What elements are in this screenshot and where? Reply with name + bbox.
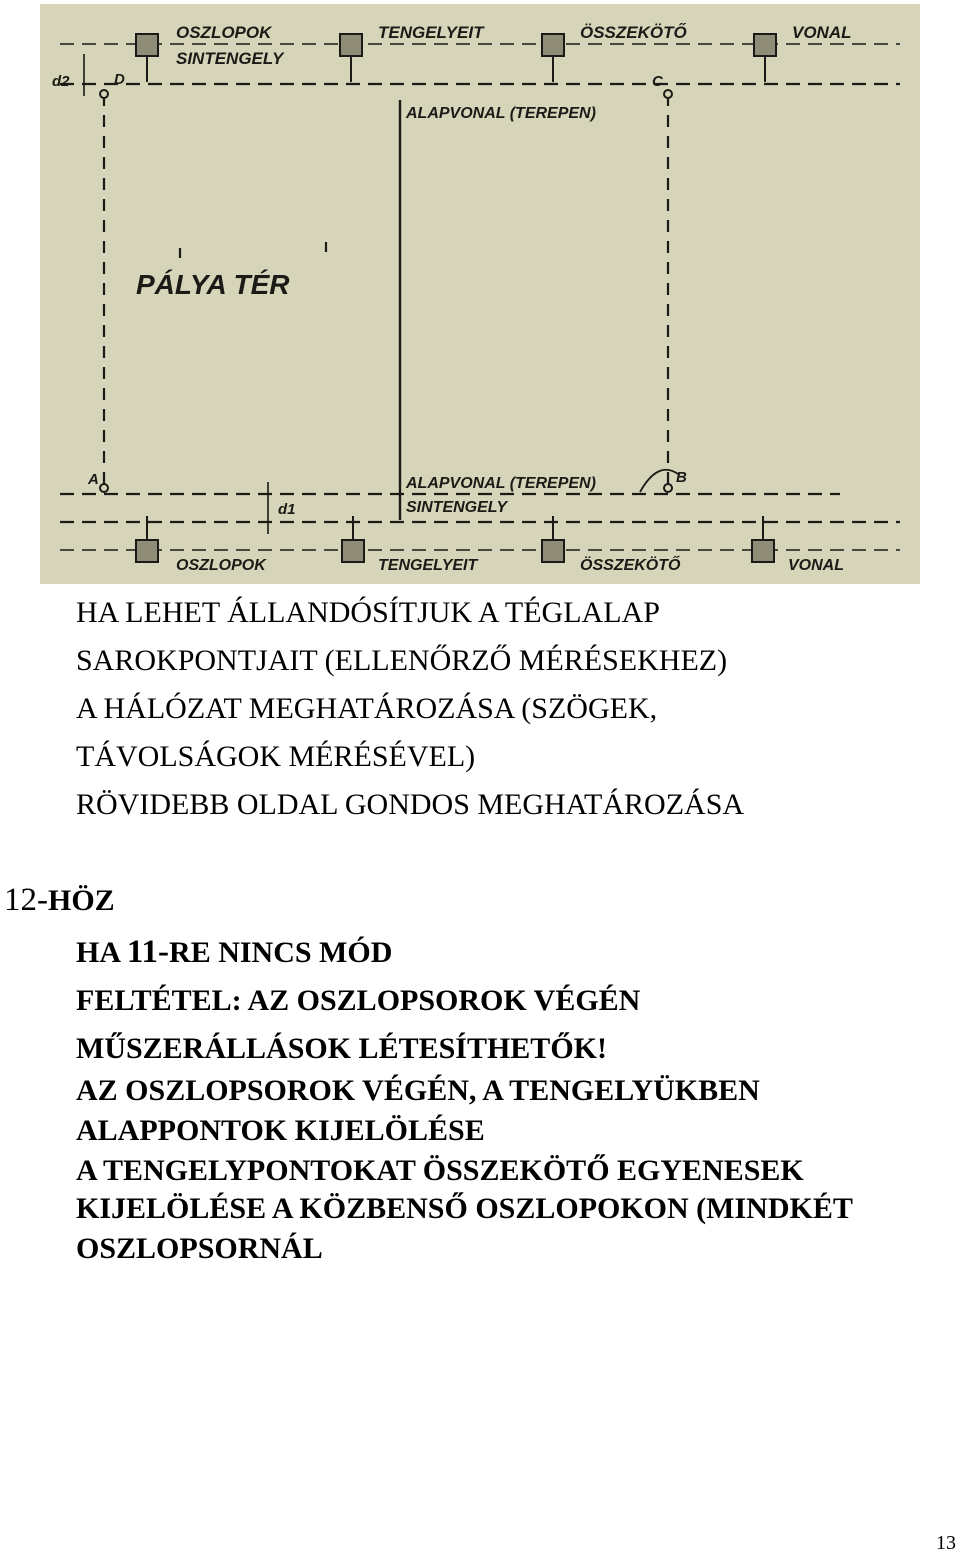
section-heading — [4, 884, 115, 917]
survey-diagram-svg — [40, 4, 920, 584]
bottom-column-2 — [342, 540, 364, 562]
text-line-3: A HÁLÓZAT MEGHATÁROZÁSA (SZÖGEK, — [76, 692, 658, 725]
bottom-label-4: VONAL — [788, 557, 844, 574]
text-line-6-a: HA — [76, 936, 127, 969]
text-line-13: OSZLOPSORNÁL — [76, 1232, 323, 1265]
top-column-3 — [542, 34, 564, 56]
heading-suffix: HÖZ — [48, 884, 115, 917]
point-b-marker — [664, 484, 672, 492]
bottom-column-1 — [136, 540, 158, 562]
text-line-9: AZ OSZLOPSOROK VÉGÉN, A TENGELYÜKBEN — [76, 1074, 760, 1107]
text-line-8: MŰSZERÁLLÁSOK LÉTESÍTHETŐK! — [76, 1032, 607, 1065]
text-line-6 — [76, 936, 392, 969]
bottom-label-3: ÖSSZEKÖTŐ — [580, 557, 681, 574]
text-line-10: ALAPPONTOK KIJELÖLÉSE — [76, 1114, 485, 1147]
text-line-5: RÖVIDEBB OLDAL GONDOS MEGHATÁROZÁSA — [76, 788, 745, 821]
point-c-label: C — [652, 73, 663, 90]
baseline-bottom-label: ALAPVONAL (TEREPEN) — [406, 475, 596, 492]
text-line-6-num: 11- — [126, 934, 170, 970]
top-label-4: VONAL — [792, 23, 852, 42]
top-column-2 — [340, 34, 362, 56]
text-line-4: TÁVOLSÁGOK MÉRÉSÉVEL) — [76, 740, 476, 773]
top-label-3: ÖSSZEKÖTŐ — [580, 23, 687, 42]
bottom-column-4 — [752, 540, 774, 562]
top-label-2: TENGELYEIT — [378, 23, 484, 42]
text-line-1: HA LEHET ÁLLANDÓSÍTJUK A TÉGLALAP — [76, 596, 660, 629]
survey-diagram — [40, 4, 920, 584]
page-number: 13 — [936, 1532, 956, 1554]
text-line-12: KIJELÖLÉSE A KÖZBENSŐ OSZLOPOKON (MINDKÉT — [76, 1192, 853, 1225]
heading-number: 12- — [4, 882, 48, 918]
bottom-label-1: OSZLOPOK — [176, 557, 266, 574]
point-a-label: A — [88, 471, 99, 488]
top-sub-label: SINTENGELY — [176, 49, 284, 68]
field-label: PÁLYA TÉR — [136, 269, 290, 300]
point-a-marker — [100, 484, 108, 492]
text-line-7: FELTÉTEL: AZ OSZLOPSOROK VÉGÉN — [76, 984, 641, 1017]
baseline-top-label: ALAPVONAL (TEREPEN) — [406, 105, 596, 122]
point-c-marker — [664, 90, 672, 98]
top-column-4 — [754, 34, 776, 56]
d2-label: d2 — [52, 73, 70, 90]
text-line-6-b: RE NINCS MÓD — [169, 936, 393, 969]
bottom-label-2: TENGELYEIT — [378, 557, 478, 574]
text-line-2: SAROKPONTJAIT (ELLENŐRZŐ MÉRÉSEKHEZ) — [76, 644, 728, 677]
point-d-label: D — [114, 71, 125, 88]
top-label-1: OSZLOPOK — [176, 23, 272, 42]
top-column-1 — [136, 34, 158, 56]
text-line-11: A TENGELYPONTOKAT ÖSSZEKÖTŐ EGYENESEK — [76, 1154, 804, 1187]
point-d-marker — [100, 90, 108, 98]
bottom-sub-label: SINTENGELY — [406, 499, 508, 516]
point-b-label: B — [676, 469, 687, 486]
bottom-column-3 — [542, 540, 564, 562]
d1-label: d1 — [278, 501, 296, 518]
